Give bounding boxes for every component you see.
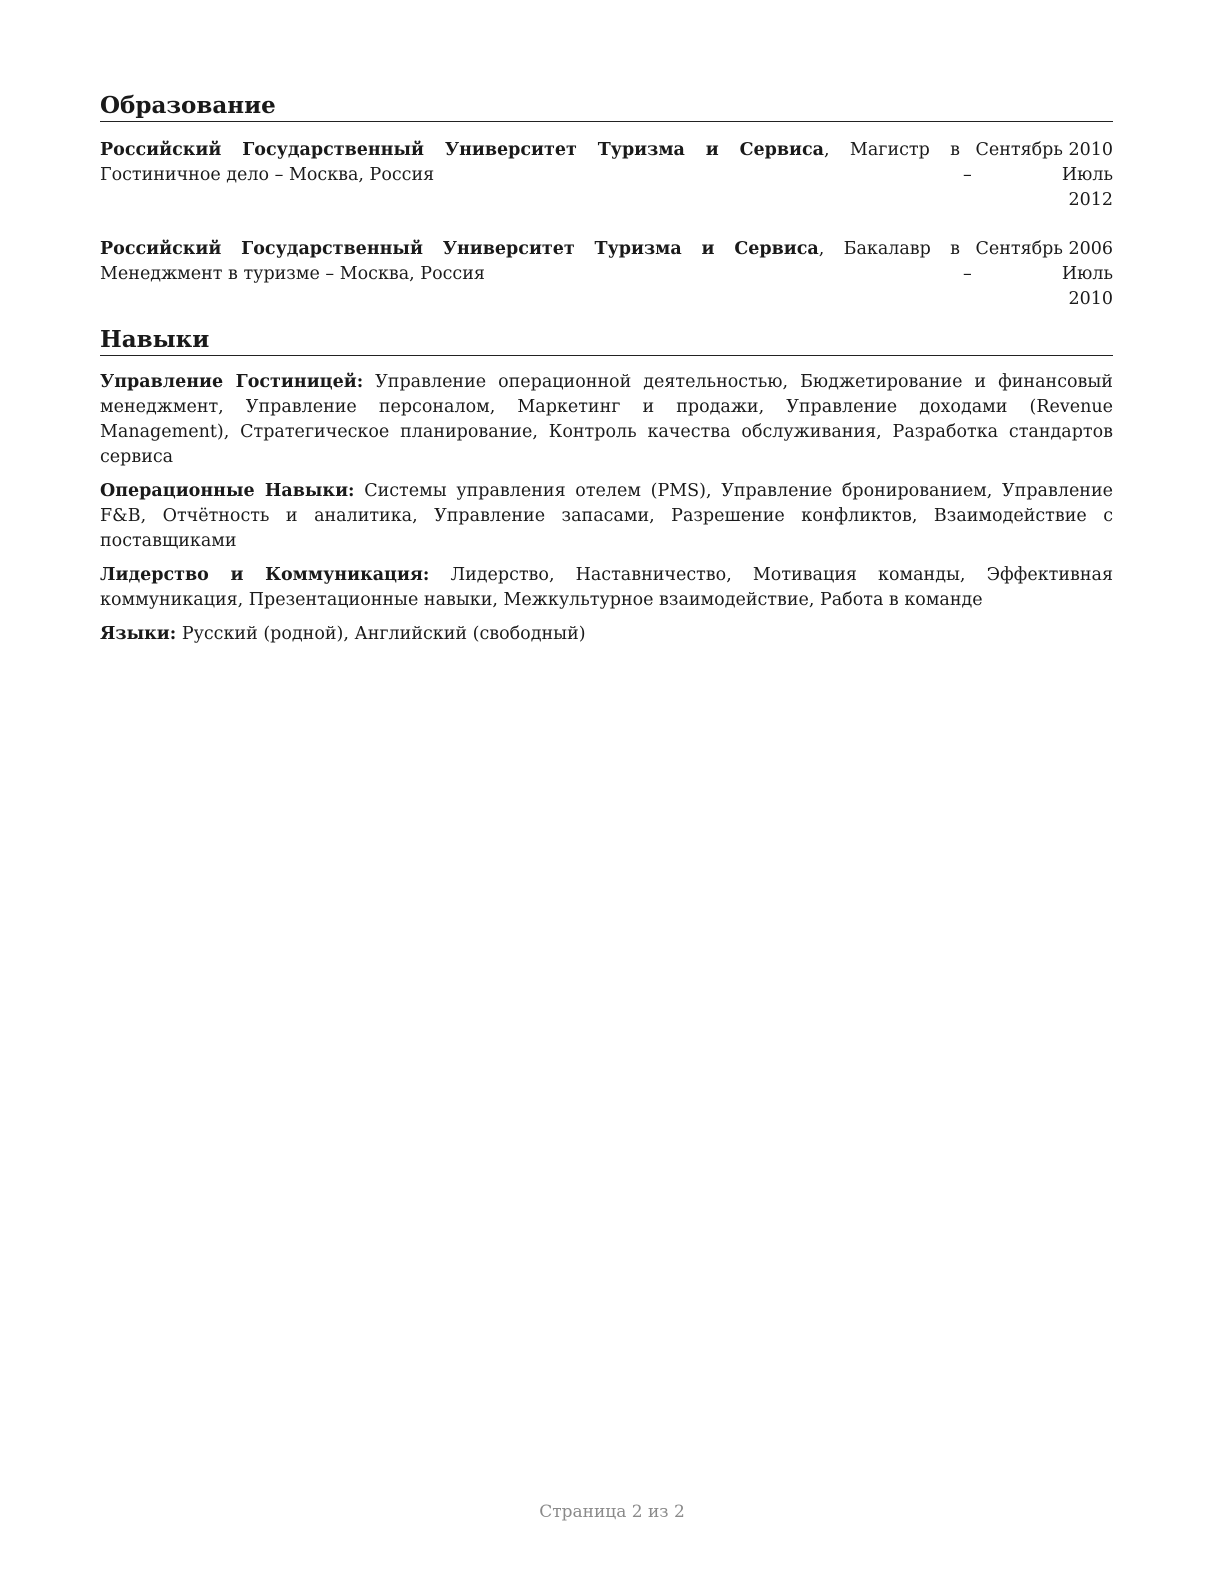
skill-text: Системы управления отелем (PMS), Управление бронированием, Управление F&B, Отчётность и аналитика, Управление запасами, Разрешение конфликтов, Взаимодействие с поставщиками (100, 481, 1113, 551)
education-entry (100, 237, 1113, 312)
education-dates-end-year: 2012 (1068, 190, 1113, 210)
education-institution: Российский Государственный Университет Туризма и Сервиса (100, 239, 819, 259)
skills-section-title: Навыки (100, 326, 1113, 356)
resume-page (100, 92, 1113, 656)
skill-row-languages (100, 622, 1113, 647)
skill-text: Лидерство, Наставничество, Мотивация команды, Эффективная коммуникация, Презентационные навыки, Межкультурное взаимодействие, Работа в команде (100, 565, 1113, 610)
skill-label: Лидерство и Коммуникация: (100, 565, 430, 585)
skill-row-leadership (100, 563, 1113, 613)
education-entry-main (100, 237, 960, 287)
education-degree: , Бакалавр в Менеджмент в туризме – Москва, Россия (100, 239, 961, 284)
education-dates (963, 138, 1113, 213)
skill-label: Управление Гостиницей: (100, 372, 364, 392)
education-dates (963, 237, 1113, 312)
skill-text: Управление операционной деятельностью, Бюджетирование и финансовый менеджмент, Управление персоналом, Маркетинг и продажи, Управление доходами (Revenue Management), Стратегическое планирование, Контроль качества обслуживания, Разработка стандартов сервиса (100, 372, 1113, 467)
skill-text: Русский (родной), Английский (свободный) (181, 624, 586, 644)
education-dates-end-year: 2010 (1068, 289, 1113, 309)
page-number-footer: Страница 2 из 2 (539, 1502, 685, 1522)
skills-list (100, 370, 1113, 647)
skill-label: Языки: (100, 624, 177, 644)
education-dates-range: Сентябрь 2006 – Июль (963, 239, 1113, 284)
skill-label: Операционные Навыки: (100, 481, 355, 501)
skill-row-hotel-management (100, 370, 1113, 470)
education-list (100, 138, 1113, 312)
education-entry (100, 138, 1113, 213)
education-institution: Российский Государственный Университет Туризма и Сервиса (100, 140, 825, 160)
education-section-title: Образование (100, 92, 1113, 122)
education-entry-main (100, 138, 960, 188)
education-dates-range: Сентябрь 2010 – Июль (963, 140, 1113, 185)
skill-row-operational (100, 479, 1113, 554)
education-degree: , Магистр в Гостиничное дело – Москва, Россия (100, 140, 960, 185)
